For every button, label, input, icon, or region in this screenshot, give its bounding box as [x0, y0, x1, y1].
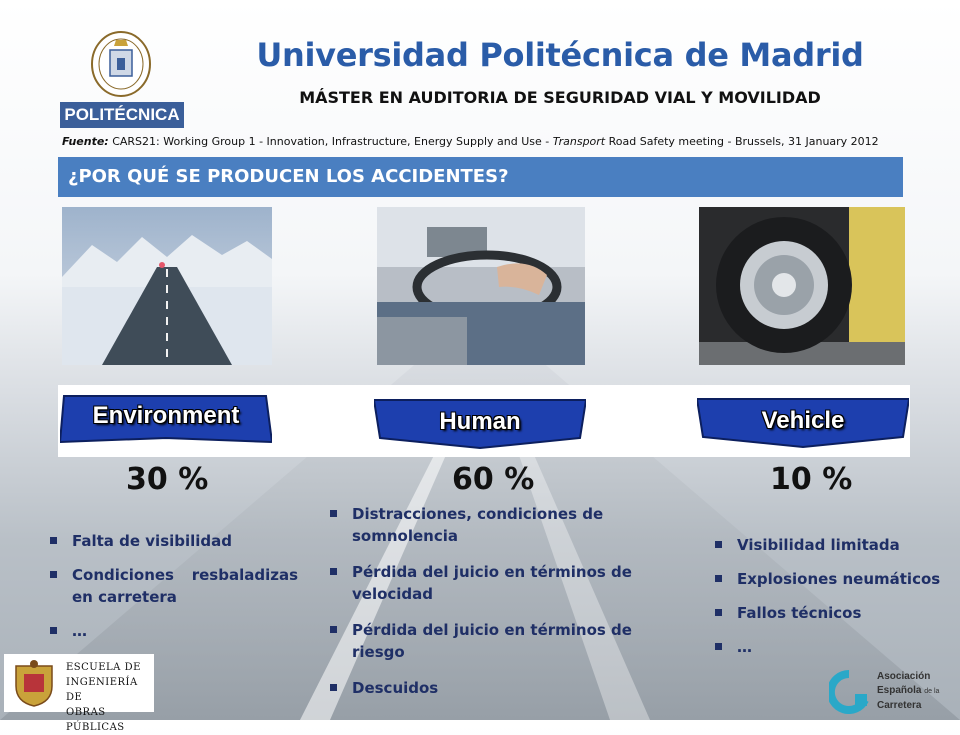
list-item: Descuidos [328, 677, 648, 699]
escuela-line-1: ESCUELA DE [66, 662, 141, 673]
vehicle-photo [699, 207, 905, 365]
environment-sign [60, 394, 272, 446]
vehicle-percent: 10 % [770, 462, 853, 497]
aec-line-2b: de la [924, 688, 940, 695]
list-item: Distracciones, condiciones de somnolencia [328, 503, 648, 547]
escuela-line-3: OBRAS PÚBLICAS [66, 707, 125, 733]
list-item: Visibilidad limitada [713, 534, 953, 556]
page-subtitle: MÁSTER EN AUDITORIA DE SEGURIDAD VIAL Y MOVILIDAD [299, 88, 821, 107]
list-item: Pérdida del juicio en términos de riesgo [328, 619, 648, 663]
aec-line-1: Asociación [877, 671, 931, 682]
list-item: … [713, 636, 953, 658]
human-sign-label: Human [439, 408, 521, 435]
escuela-line-2: INGENIERÍA DE [66, 677, 138, 703]
upm-logo [60, 28, 184, 130]
human-sign [374, 398, 586, 450]
source-text-b: Road Safety meeting - Brussels, 31 January 2012 [605, 135, 879, 148]
environment-photo [62, 207, 272, 365]
list-item: Condiciones resbaladizas en carretera [48, 564, 298, 608]
source-note [62, 135, 942, 148]
aec-logo [827, 668, 957, 718]
page-title: Universidad Politécnica de Madrid [256, 36, 864, 74]
aec-line-2: Española [877, 685, 922, 696]
environment-percent: 30 % [126, 462, 209, 497]
environment-list [48, 530, 298, 654]
human-percent: 60 % [452, 462, 535, 497]
vehicle-sign-label: Vehicle [761, 407, 845, 434]
source-text-a: CARS21: Working Group 1 - Innovation, Infrastructure, Energy Supply and Use - [108, 135, 553, 148]
list-item: Pérdida del juicio en términos de velocidad [328, 561, 648, 605]
list-item: Falta de visibilidad [48, 530, 298, 552]
section-banner: ¿POR QUÉ SE PRODUCEN LOS ACCIDENTES? [58, 157, 903, 197]
aec-mark-icon [829, 670, 869, 714]
escuela-logo [4, 654, 154, 733]
upm-seal-icon [90, 28, 152, 98]
source-label: Fuente: [62, 135, 109, 148]
list-item: Fallos técnicos [713, 602, 953, 624]
escuela-crest-icon [10, 658, 58, 708]
human-photo [377, 207, 585, 365]
list-item: Explosiones neumáticos [713, 568, 953, 590]
human-list [328, 503, 648, 713]
vehicle-list [713, 534, 953, 670]
list-item: … [48, 620, 298, 642]
upm-logo-plate: POLITÉCNICA [60, 102, 184, 128]
source-text-italic: Transport [552, 135, 606, 148]
vehicle-sign [697, 397, 909, 449]
aec-line-3: Carretera [877, 700, 922, 711]
environment-sign-label: Environment [92, 402, 240, 429]
